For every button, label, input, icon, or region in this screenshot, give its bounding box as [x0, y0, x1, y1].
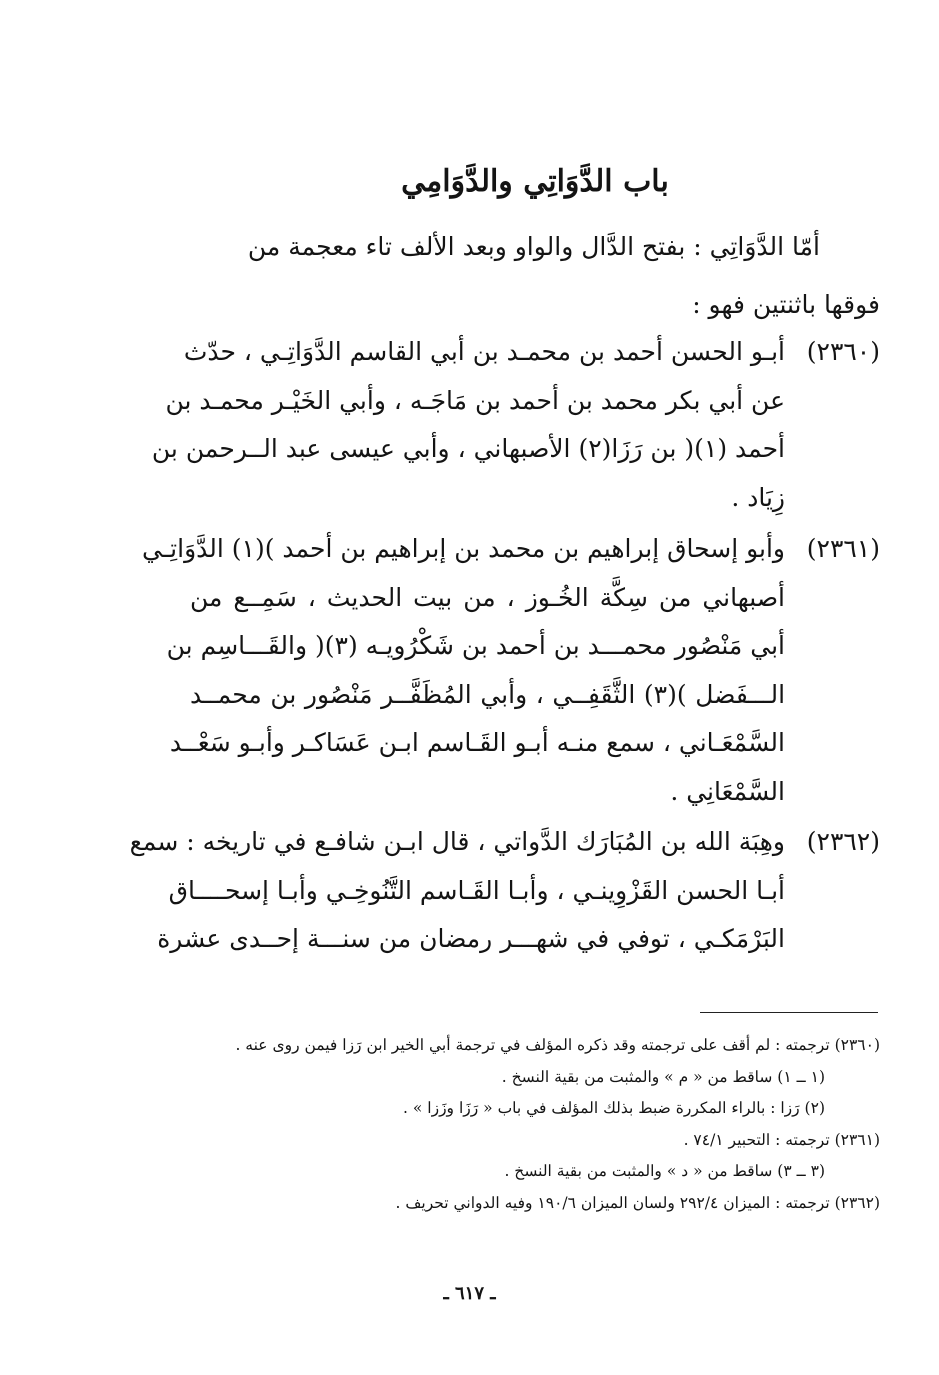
entry-line: السَّمْعَـاني ، سمع منـه أبـو القَـاسم ابـن عَسَاكـر وأبـو سَعْــد: [169, 728, 785, 757]
footnote: (٣ ــ ٣) ساقط من « د » والمثبت من بقية النسخ .: [504, 1162, 825, 1180]
entry-line: أبي مَنْصُور محمـــد بن أحمد بن شَكْرُويـه (٣)( والقَـــاسِم بن: [166, 631, 785, 660]
entry-2360: [151, 328, 880, 522]
chapter-title: باب الدَّوَاتِي والدَّوَامِي: [401, 164, 669, 199]
entry-line: أبـا الحسن القَزْوِينـي ، وأبـا القَـاسم التَّنُوخِـي وأبـا إسحــــاق: [168, 875, 785, 905]
intro-line: فوقها باثنتين فهو :: [692, 290, 880, 319]
entry-line: زِيَاد .: [731, 482, 785, 512]
entry-line: البَرْمَكـي ، توفي في شهـــر رمضان من سنـــة إحــدى عشرة: [157, 924, 785, 953]
footnote-divider: [700, 1012, 878, 1013]
footnote: (٢) رَزا : بالراء المكررة ضبط بذلك المؤلف في باب « رَزَا وزَزا » .: [403, 1099, 825, 1117]
entry-line: السَّمْعَانِي .: [670, 776, 785, 806]
entry-line: أبـو الحسن أحمد بن محمـد بن أبي القاسم الدَّوَاتِـي ، حدّث: [183, 337, 785, 366]
page-number: ـ ٦١٧ ـ: [443, 1283, 496, 1304]
footnote: (٢٣٦١) ترجمته : التحبير ٧٤/١ .: [683, 1130, 880, 1149]
entry-number: (٢٣٦١): [806, 534, 880, 563]
footnote: (٢٣٦٢) ترجمته : الميزان ٢٩٢/٤ ولسان الميزان ١٩٠/٦ وفيه الدواني تحريف .: [395, 1193, 880, 1212]
entry-line: أصبهاني من سِكَّة الخُـوز ، من بيت الحديث ، سَمِــع من: [190, 582, 785, 612]
footnotes: [160, 1030, 880, 1219]
entry-line: الـــفَضل )(٣) الثَّقَفِــي ، وأبي المُظَفَّــر مَنْصُور بن محمــد: [190, 679, 786, 709]
entry-2361: [142, 525, 880, 816]
entry-number: (٢٣٦٢): [806, 827, 880, 856]
intro-line: أمّا الدَّوَاتِي : بفتح الدَّال والواو وبعد الألف تاء معجمة من: [247, 232, 820, 261]
entry-line: وهِبَة الله بن المُبَارَك الدَّواتي ، قال ابـن شافـع في تاريخه : سمع: [129, 827, 785, 856]
entry-body: [129, 818, 785, 964]
entry-2362: [129, 818, 880, 964]
entry-line: أحمد (١)( بن رَزَا(٢) الأصبهاني ، وأبي عيسى عبد الــرحمن بن: [151, 434, 785, 463]
entry-body: [151, 328, 785, 522]
intro-paragraph: [190, 218, 880, 334]
entry-body: [142, 525, 786, 816]
entry-number: (٢٣٦٠): [806, 337, 880, 366]
footnote: (٢٣٦٠) ترجمته : لم أقف على ترجمته وقد ذكره المؤلف في ترجمة أبي الخير ابن رَزا فيمن روى عنه .: [235, 1036, 880, 1054]
footnote: (١ ــ ١) ساقط من « م » والمثبت من بقية النسخ .: [501, 1067, 825, 1086]
entry-line: وأبو إسحاق إبراهيم بن محمد بن إبراهيم بن أحمد )(١) الدَّوَاتِـي: [142, 534, 785, 563]
entry-line: عن أبي بكر محمد بن أحمد بن مَاجَـه ، وأبي الخَيْـر محمـد بن: [165, 385, 785, 415]
